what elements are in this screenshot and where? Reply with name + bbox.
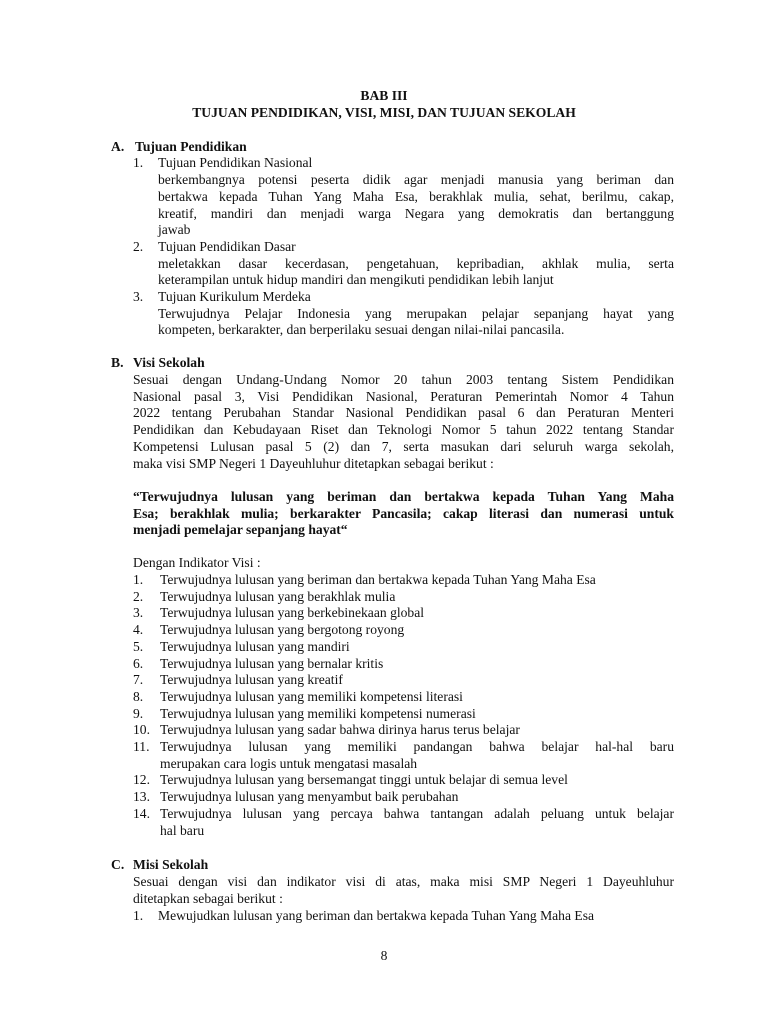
section-b-heading: Visi Sekolah xyxy=(133,355,205,370)
indicator-text: Terwujudnya lulusan yang beriman dan bertakwa kepada Tuhan Yang Maha Esa xyxy=(160,572,596,587)
indicator-text: Terwujudnya lulusan yang bernalar kritis xyxy=(160,655,384,671)
tujuan-item-2-line: keterampilan untuk hidup mandiri dan mengikuti pendidikan lebih lanjut xyxy=(158,272,554,287)
section-c-heading: Misi Sekolah xyxy=(133,857,209,872)
tujuan-item-2-title: Tujuan Pendidikan Dasar xyxy=(158,239,296,254)
indicator-number: 2. xyxy=(133,588,144,604)
indicator-number: 3. xyxy=(133,605,144,621)
tujuan-item-3-line: Terwujudnya Pelajar Indonesia yang merupakan pelajar sepanjang hayat yang xyxy=(158,306,674,321)
misi-intro-line: Sesuai dengan visi dan indikator visi di atas, maka misi SMP Negeri 1 Dayeuhluhur xyxy=(133,874,674,889)
indicator-number: 13. xyxy=(133,789,150,805)
misi-intro-line: ditetapkan sebagai berikut : xyxy=(133,891,283,906)
indicator-text: Terwujudnya lulusan yang bergotong royong xyxy=(160,622,405,638)
misi-item-1-text: Mewujudkan lulusan yang beriman dan bertakwa kepada Tuhan Yang Maha Esa xyxy=(158,908,595,923)
indicator-number: 11. xyxy=(133,739,150,754)
vision-statement-line: “Terwujudnya lulusan yang beriman dan bertakwa kepada Tuhan Yang Maha xyxy=(133,489,674,504)
section-c-letter: C. xyxy=(111,857,125,872)
indicator-text: Terwujudnya lulusan yang memiliki kompetensi literasi xyxy=(160,688,463,704)
indicator-text: Terwujudnya lulusan yang mandiri xyxy=(160,638,350,654)
section-a-letter: A. xyxy=(111,139,125,154)
indicator-text: Terwujudnya lulusan yang menyambut baik perubahan xyxy=(160,789,459,805)
tujuan-item-1-title: Tujuan Pendidikan Nasional xyxy=(158,155,313,170)
chapter-number: BAB III xyxy=(360,88,408,103)
indicator-text: Terwujudnya lulusan yang memiliki kompetensi numerasi xyxy=(160,705,476,721)
section-a-heading: Tujuan Pendidikan xyxy=(135,139,247,154)
indicator-number: 12. xyxy=(133,772,150,788)
chapter-title: TUJUAN PENDIDIKAN, VISI, MISI, DAN TUJUAN SEKOLAH xyxy=(192,105,576,120)
indicator-number: 10. xyxy=(133,722,150,738)
indicator-text: merupakan cara logis untuk mengatasi masalah xyxy=(160,755,418,771)
indicator-text: Terwujudnya lulusan yang berkebinekaan global xyxy=(160,605,425,621)
indicator-text: Terwujudnya lulusan yang percaya bahwa tantangan adalah peluang untuk belajar xyxy=(160,805,674,821)
visi-intro-line: 2022 tentang Perubahan Standar Nasional Pendidikan pasal 6 dan Peraturan Menteri xyxy=(133,405,674,420)
tujuan-item-1-line: jawab xyxy=(158,222,191,237)
indicator-number: 5. xyxy=(133,638,144,654)
indicator-number: 7. xyxy=(133,672,144,688)
page-number: 8 xyxy=(380,948,388,963)
section-b-letter: B. xyxy=(111,355,124,370)
visi-intro-line: maka visi SMP Negeri 1 Dayeuhluhur ditetapkan sebagai berikut : xyxy=(133,456,494,471)
indicator-number: 1. xyxy=(133,572,144,587)
visi-intro-line: Nasional pasal 3, Visi Pendidikan Nasional, Peraturan Pemerintah Nomor 4 Tahun xyxy=(133,389,674,404)
indicator-number: 8. xyxy=(133,688,144,704)
tujuan-item-2-num: 2. xyxy=(133,239,144,254)
indicator-text: Terwujudnya lulusan yang sadar bahwa dirinya harus terus belajar xyxy=(160,722,520,738)
vision-statement-line: menjadi pemelajar sepanjang hayat“ xyxy=(133,522,348,537)
vision-statement-line: Esa; berakhlak mulia; berkarakter Pancasila; cakap literasi dan numerasi untuk xyxy=(133,506,674,521)
tujuan-item-3-line: kompeten, berkarakter, dan berperilaku sesuai dengan nilai-nilai pancasila. xyxy=(158,322,565,337)
indicator-number: 14. xyxy=(133,805,150,821)
indicator-text: Terwujudnya lulusan yang memiliki pandangan bahwa belajar hal-hal baru xyxy=(160,739,674,754)
tujuan-item-3-title: Tujuan Kurikulum Merdeka xyxy=(158,289,311,304)
indicator-text: hal baru xyxy=(160,822,205,838)
visi-intro-line: Sesuai dengan Undang-Undang Nomor 20 tahun 2003 tentang Sistem Pendidikan xyxy=(133,372,674,387)
tujuan-item-1-line: kreatif, mandiri dan menjadi warga Negara yang demokratis dan bertanggung xyxy=(158,206,674,221)
indicator-text: Terwujudnya lulusan yang berakhlak mulia xyxy=(160,588,396,604)
indicator-text: Terwujudnya lulusan yang bersemangat tinggi untuk belajar di semua level xyxy=(160,772,568,788)
tujuan-item-1-num: 1. xyxy=(133,155,144,170)
visi-intro-line: Pendidikan dan Kebudayaan Riset dan Teknologi Nomor 5 tahun 2022 tentang Standar xyxy=(133,422,674,437)
visi-intro-line: Kompetensi Lulusan pasal 5 (2) dan 7, serta masukan dari seluruh warga sekolah, xyxy=(133,439,674,454)
misi-item-1-num: 1. xyxy=(133,908,144,923)
indicator-number: 9. xyxy=(133,705,144,721)
tujuan-item-1-line: bertakwa kepada Tuhan Yang Maha Esa, berakhlak mulia, sehat, berilmu, cakap, xyxy=(158,189,674,204)
tujuan-item-2-line: meletakkan dasar kecerdasan, pengetahuan, kepribadian, akhlak mulia, serta xyxy=(158,256,674,271)
indicator-heading: Dengan Indikator Visi : xyxy=(133,555,261,570)
indicator-number: 6. xyxy=(133,655,144,671)
tujuan-item-3-num: 3. xyxy=(133,289,144,304)
tujuan-item-1-line: berkembangnya potensi peserta didik agar menjadi manusia yang beriman dan xyxy=(158,172,674,187)
indicator-number: 4. xyxy=(133,622,144,638)
indicator-text: Terwujudnya lulusan yang kreatif xyxy=(160,672,343,688)
